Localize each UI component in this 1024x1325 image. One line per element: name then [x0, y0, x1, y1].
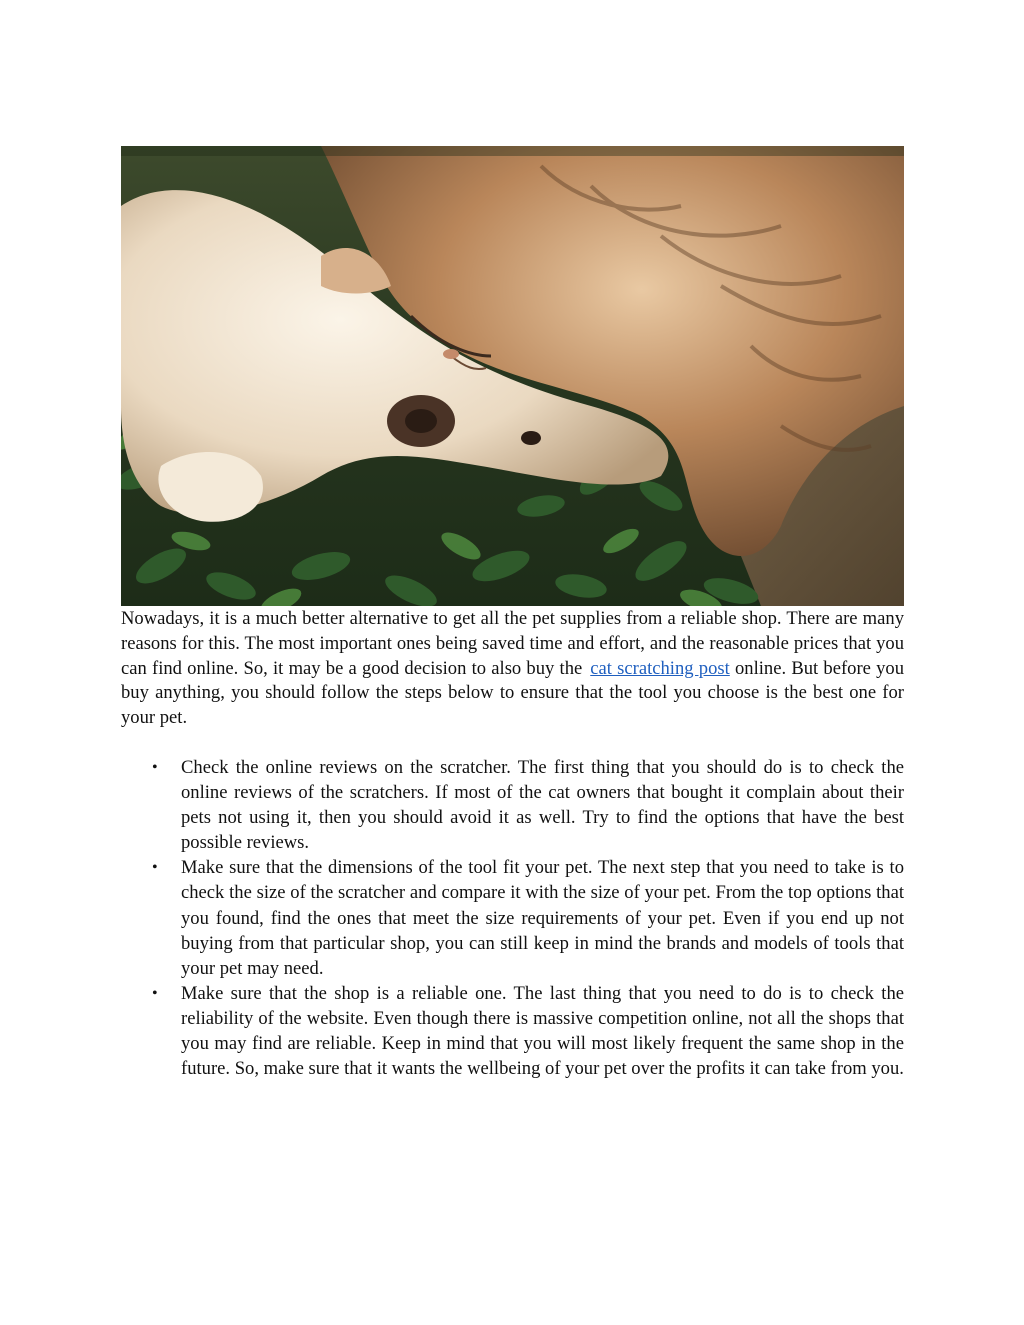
intro-text-after-link: online. But before you buy anything, you should follow the steps below to ensure that the tool you choose is the best one for your pet. [121, 657, 905, 729]
list-item [121, 755, 904, 855]
list-item-text: Make sure that the dimensions of the tool fit your pet. The next step that you need to take is to check the size of the scratcher and compare it with the size of your pet. From the top options that you found, find the ones that meet the size requirements of your pet. Even if you end up not buying from that particular shop, you can still keep in mind the brands and models of tools that your pet may need. [181, 857, 904, 979]
bullet-icon: • [152, 984, 158, 1002]
list-item [121, 855, 904, 980]
list-item-text: Make sure that the shop is a reliable one. The last thing that you need to do is to check the reliability of the website. Even though there is massive competition online, not all the shops that you may find are reliable. Keep in mind that you will most likely frequent the same shop in the future. So, make sure that it wants the wellbeing of your pet over the profits it can take from you. [181, 982, 904, 1080]
cat-and-dog-photo [121, 146, 904, 606]
intro-text-before-link: Nowadays, it is a much better alternative to get all the pet supplies from a reliable shop. There are many reasons for this. The most important ones being saved time and effort, and the reasonable prices that you can find online. So, it may be a good decision to also buy the [121, 608, 904, 679]
list-item [121, 981, 904, 1081]
document-page [121, 146, 904, 1081]
steps-list [121, 755, 904, 1081]
list-item-text: Check the online reviews on the scratcher. The first thing that you should do is to check the online reviews of the scratchers. If most of the cat owners that bought it complain about their pets not using it, then you should avoid it as well. Try to find the options that have the best possible reviews. [181, 756, 904, 854]
bullet-icon: • [152, 859, 158, 877]
cat-scratching-post-link[interactable]: cat scratching post [590, 657, 730, 679]
intro-paragraph [121, 607, 904, 731]
bullet-icon: • [152, 758, 158, 776]
